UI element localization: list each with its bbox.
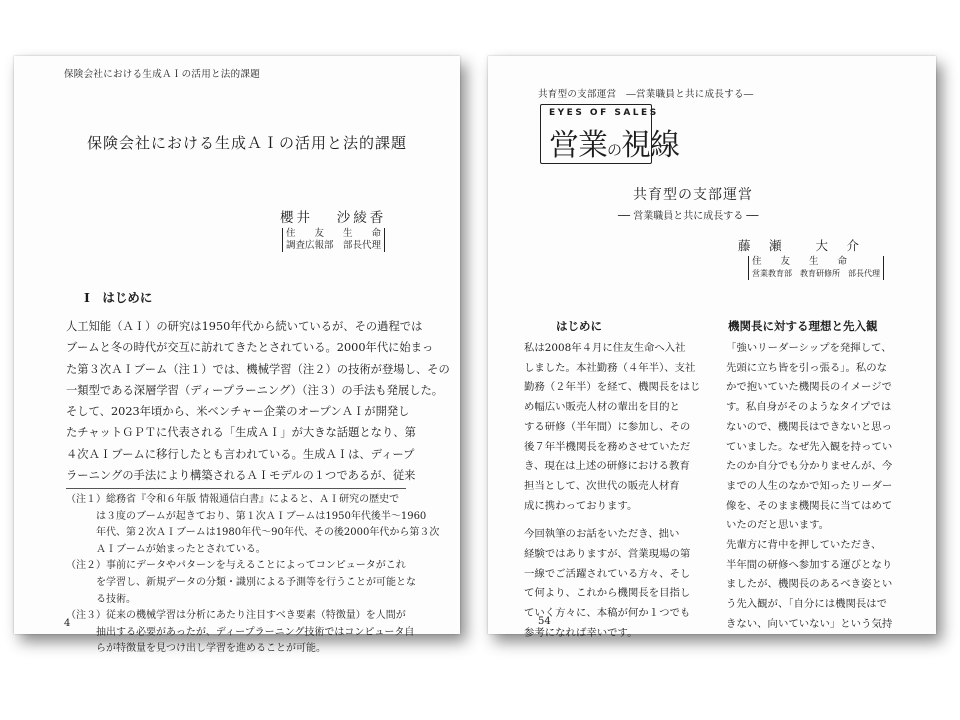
footnotes [66,492,439,658]
article-subtitle: ── 営業職員と共に成長する ── [618,211,759,222]
footnote-line: （注１）総務省『令和６年版 情報通信白書』によると、ＡＩ研究の歴史で [66,494,400,505]
column-1-line: 今回執筆のお話をいただき、拙い [524,528,680,541]
column-2-line: ないので、機関長はできないと思っ [726,420,893,433]
running-head: 共育型の支部運営 ―営業職員と共に成長する― [538,89,754,100]
column-1-line: する研修（半年間）に参加し、その [524,420,691,433]
column-2-line: かで抱いていた機関長のイメージで [726,381,892,394]
column-1-line: 成に携わっております。 [524,499,638,512]
column-1-line [524,516,700,525]
left-page [14,56,460,655]
body-line: そして、2023年頃から、米ベンチャー企業のオープンＡＩが開発し [66,405,410,419]
body-line: ブームと冬の時代が交互に訪れてきたとされている。2000年代に始まっ [66,341,434,355]
column-1-line: 担当として、次世代の販売人材育 [524,479,680,492]
right-page [488,56,936,639]
footnote-line: （注２）事前にデータやパターンを与えることによってコンピュータがこれ [66,560,406,572]
column-1-line: め幅広い販売人材の輩出を目的と [524,401,680,414]
column-2-line: いたのだと思います。 [726,519,830,532]
banner-word-2: 視線 [621,128,680,163]
body-text [66,316,450,486]
column-2-line: 先輩方に背中を押していただき、 [726,539,882,552]
body-line: 一類型である深層学習（ディープラーニング）（注３）の手法も発展した。 [66,383,444,397]
column-1-line: 参考になれば幸いです。 [524,626,638,639]
banner-particle: の [607,141,622,159]
column-2-line: 半年間の研修へ参加する運びとなり [726,558,893,571]
affiliation-company: 住 友 生 命 [752,256,848,267]
column-1-line: ていく方々に、本稿が何か１つでも [524,607,691,620]
column-2-line: 「強いリーダーシップを発揮して、 [726,342,892,354]
affiliation-department: 調査広報部 部長代理 [286,240,382,251]
column-2-line: ましたが、機関長のあるべき姿とい [726,578,893,591]
column-1-line: て何より、これから機関長を目指し [524,587,691,600]
footnote-divider [66,488,406,489]
column-1-line: 私は2008年４月に住友生命へ入社 [524,342,686,354]
column-1-line: 勤務（２年半）を経て、機関長をはじ [524,381,701,394]
footnote-line: （注３）従来の機械学習は分析にあたり注目すべき要素（特徴量）を人間が [66,610,406,622]
column-2-heading: 機関長に対する理想と先入観 [728,319,878,333]
page-number: 54 [538,616,551,627]
banner-english: EYES OF SALES [549,108,659,118]
affiliation-department: 営業教育部 教育研修所 部長代理 [752,269,880,278]
author-name: 櫻井 沙綾香 [280,210,387,226]
section-heading: Ⅰ はじめに [84,290,153,305]
column-2-text [726,339,892,635]
footnote-line: る技術。 [66,593,136,605]
footnote-line: らが特徴量を見つけ出し学習を進めることが可能。 [66,643,326,655]
column-2-line: す。私自身がそのようなタイプでは [726,401,892,414]
column-1-line: 後７年半機関長を務めさせていただ [524,440,691,453]
body-line: たチャットＧＰＴに代表される「生成ＡＩ」が大きな話題となり、第 [66,426,416,440]
column-2-line: までの人生のなかで知ったリーダー [726,479,893,492]
article-title: 共育型の支部運営 [633,187,753,203]
footnote-line: を学習し、新規データの分類・識別による予測等を行うことが可能とな [66,576,416,588]
column-banner [540,104,680,164]
author-name: 藤 瀬 大 介 [738,238,863,253]
running-head: 保険会社における生成ＡＩの活用と法的課題 [64,69,261,80]
column-1-line: 一線でご活躍されている方々、そし [524,567,691,580]
column-1-line: き、現在は上述の研修における教育 [524,460,690,473]
column-1-heading: はじめに [556,319,602,333]
column-2-line: きない、向いていない」という気持 [726,617,893,630]
column-2-line: 像を、そのまま機関長に当てはめて [726,499,893,512]
body-line: ４次ＡＩブームに移行したとも言われている。生成ＡＩは、ディープ [66,447,415,461]
footnote-line: 年代、第２次ＡＩブームは1980年代～90年代、その後2000年代から第３次 [66,527,440,539]
body-line: ラーニングの手法により構築されるＡＩモデルの１つであるが、従来 [66,469,416,483]
banner-title [549,120,679,164]
affiliation-company: 住 友 生 命 [286,228,382,239]
article-title: 保険会社における生成ＡＩの活用と法的課題 [87,134,408,152]
author-affiliation [748,256,884,280]
column-2-line: ていました。なぜ先入観を持ってい [726,440,893,453]
column-1-line: しました。本社勤務（４年半）、支社 [524,361,696,374]
body-line: た第３次ＡＩブーム（注１）では、機械学習（注２）の技術が登場し、その [66,362,450,376]
column-2-line: たのか自分でも分かりませんが、今 [726,460,893,473]
column-2-line: う先入観が、「自分には機関長はで [726,598,888,611]
column-2-line: 先頭に立ち皆を引っ張る」。私のな [726,361,888,374]
column-1-line: 経験ではありますが、営業現場の第 [524,548,691,561]
footnote-line: は３度のブームが起きており、第１次ＡＩブームは1950年代後半～1960 [66,510,427,522]
column-1-text [524,339,700,644]
body-line: 人工知能（ＡＩ）の研究は1950年代から続いているが、その過程では [66,320,423,333]
footnote-line: ＡＩブームが始まったとされている。 [66,543,266,555]
banner-word-1: 営業 [549,128,607,163]
footnote-line: 抽出する必要があったが、ディープラーニング技術ではコンピュータ自 [66,626,415,638]
page-number: 4 [64,618,71,629]
author-affiliation [282,228,385,252]
